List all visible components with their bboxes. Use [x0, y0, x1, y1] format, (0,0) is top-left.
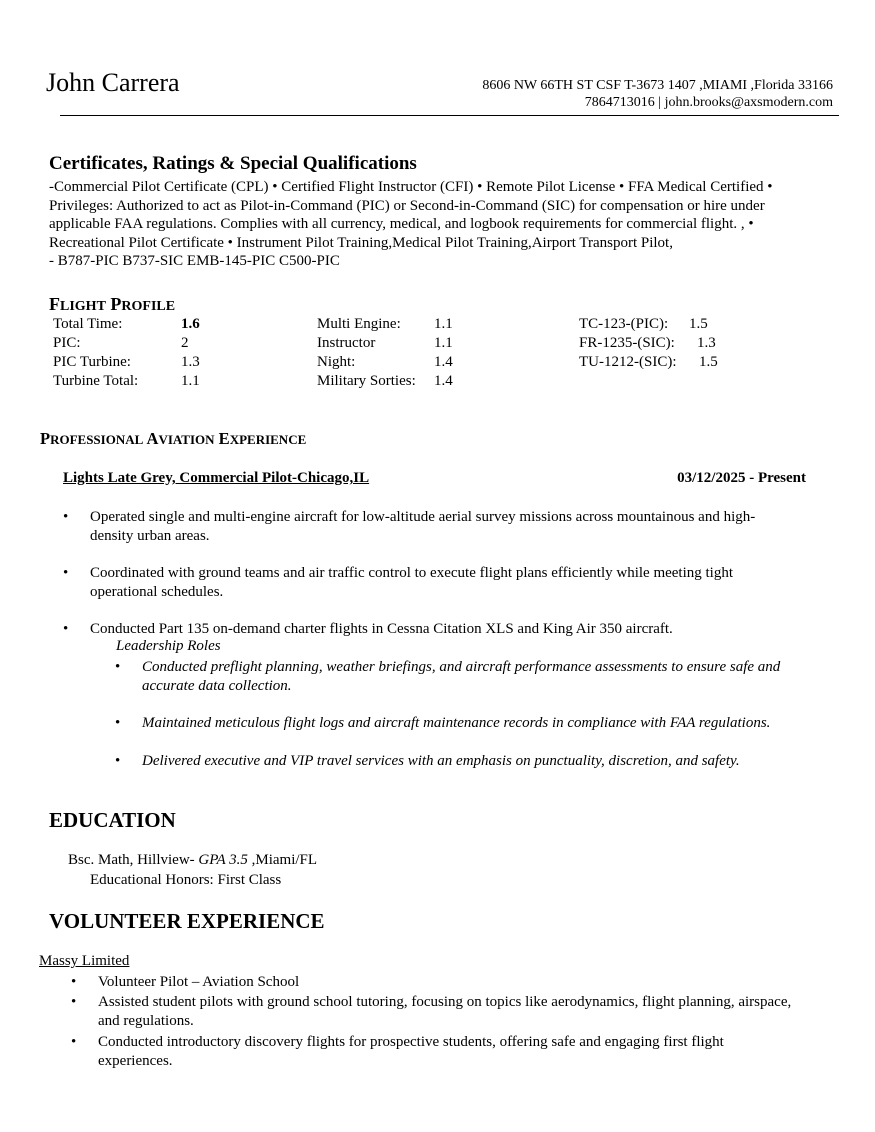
stat-label: TC-123-(PIC):: [579, 316, 669, 332]
stat-label: Military Sorties:: [317, 373, 416, 389]
stat-label: Instructor: [317, 335, 376, 351]
volunteer-organization: Massy Limited: [39, 953, 130, 969]
certificates-line: - B787-PIC B737-SIC EMB-145-PIC C500-PIC: [49, 253, 340, 269]
stat-row: [53, 315, 200, 334]
stat-row: [579, 334, 718, 353]
stat-label: Multi Engine:: [317, 316, 401, 332]
bullet-icon: •: [71, 974, 77, 990]
stat-row: [579, 315, 718, 334]
experience-heading: PROFESSIONAL AVIATION EXPERIENCE: [40, 429, 307, 448]
education-honors: Educational Honors: First Class: [90, 872, 282, 888]
certificates-line: Recreational Pilot Certificate • Instrument Pilot Training,Medical Pilot Training,Airport Transport Pilot,: [49, 234, 673, 251]
education-degree: Bsc. Math, Hillview- GPA 3.5 ,Miami/FL: [68, 852, 318, 868]
bullet-icon: •: [63, 565, 69, 581]
stat-label: FR-1235-(SIC):: [579, 335, 675, 351]
list-item: • Conducted preflight planning, weather briefings, and aircraft performance assessments to ensure safe and accurate data collection.: [115, 659, 781, 694]
list-item: • Operated single and multi-engine aircraft for low-altitude aerial survey missions across mountainous and high- density urban areas.: [63, 509, 756, 544]
stat-row: [53, 372, 200, 391]
flight-profile-col-3: [579, 315, 718, 372]
stat-row: [579, 353, 718, 372]
job-dates: 03/12/2025 - Present: [677, 470, 806, 486]
stat-row: [317, 334, 453, 353]
stat-label: TU-1212-(SIC):: [579, 354, 677, 370]
flight-profile-col-2: [317, 315, 453, 391]
stat-label: PIC:: [53, 335, 81, 351]
list-item: • Delivered executive and VIP travel services with an emphasis on punctuality, discretion, and safety.: [115, 753, 740, 769]
stat-row: [53, 353, 200, 372]
bullet-icon: •: [71, 1034, 77, 1050]
stat-label: Turbine Total:: [53, 373, 139, 389]
stat-value: 1.1: [181, 373, 200, 389]
list-item: • Coordinated with ground teams and air traffic control to execute flight plans efficiently while meeting tight operational schedules.: [63, 565, 734, 600]
stat-value: 1.1: [434, 316, 453, 332]
certificates-body: [49, 178, 839, 271]
list-item: • Volunteer Pilot – Aviation School: [71, 974, 300, 990]
bullet-icon: •: [63, 509, 69, 525]
stat-row: [317, 315, 453, 334]
bullet-icon: •: [115, 715, 121, 731]
contact-line: 7864713016 | john.brooks@axsmodern.com: [584, 95, 833, 110]
leadership-roles-label: Leadership Roles: [116, 638, 221, 654]
stat-label: Total Time:: [53, 316, 123, 332]
stat-row: [53, 334, 200, 353]
flight-profile-heading: FLIGHT PROFILE: [49, 294, 176, 314]
certificates-line: applicable FAA regulations. Complies with all currency, medical, and logbook requirements for commercial flight. , •: [49, 216, 754, 232]
stat-value: 1.1: [434, 335, 453, 351]
stat-value: 1.4: [434, 373, 453, 389]
list-item: • Conducted Part 135 on-demand charter flights in Cessna Citation XLS and King Air 350 aircraft.: [63, 621, 673, 637]
stat-value: 1.4: [434, 354, 453, 370]
stat-value: 1.5: [689, 316, 708, 332]
volunteer-heading: VOLUNTEER EXPERIENCE: [49, 909, 325, 933]
stat-value: 1.6: [181, 316, 200, 332]
stat-value: 1.3: [697, 335, 716, 351]
stat-label: Night:: [317, 354, 356, 370]
stat-label: PIC Turbine:: [53, 354, 131, 370]
certificates-heading: Certificates, Ratings & Special Qualifications: [49, 153, 417, 174]
stat-value: 1.5: [699, 354, 718, 370]
stat-value: 2: [181, 335, 189, 351]
list-item: • Maintained meticulous flight logs and aircraft maintenance records in compliance with FAA regulations.: [115, 715, 771, 731]
job-title: Lights Late Grey, Commercial Pilot-Chicago,IL: [63, 470, 370, 486]
candidate-name: John Carrera: [46, 68, 180, 97]
header-divider: [60, 115, 839, 116]
contact-block: [482, 77, 833, 111]
bullet-icon: •: [71, 994, 77, 1010]
bullet-icon: •: [115, 753, 121, 769]
list-item: • Assisted student pilots with ground school tutoring, focusing on topics like aerodynamics, flight planning, airspace, and regulations.: [71, 994, 792, 1029]
stat-row: [317, 372, 453, 391]
certificates-line: -Commercial Pilot Certificate (CPL) • Certified Flight Instructor (CFI) • Remote Pilot License • FFA Medical Certified •: [49, 179, 773, 195]
address-line: 8606 NW 66TH ST CSF T-3673 1407 ,MIAMI ,Florida 33166: [482, 78, 833, 93]
bullet-icon: •: [63, 621, 69, 637]
list-item: • Conducted introductory discovery flights for prospective students, offering safe and engaging first flight experiences.: [71, 1034, 724, 1069]
stat-row: [317, 353, 453, 372]
education-heading: EDUCATION: [49, 808, 176, 832]
flight-profile-col-1: [53, 315, 200, 391]
stat-value: 1.3: [181, 354, 200, 370]
bullet-icon: •: [115, 659, 121, 675]
certificates-line: Privileges: Authorized to act as Pilot-in-Command (PIC) or Second-in-Command (SIC) for compensation or hire under: [49, 197, 765, 214]
